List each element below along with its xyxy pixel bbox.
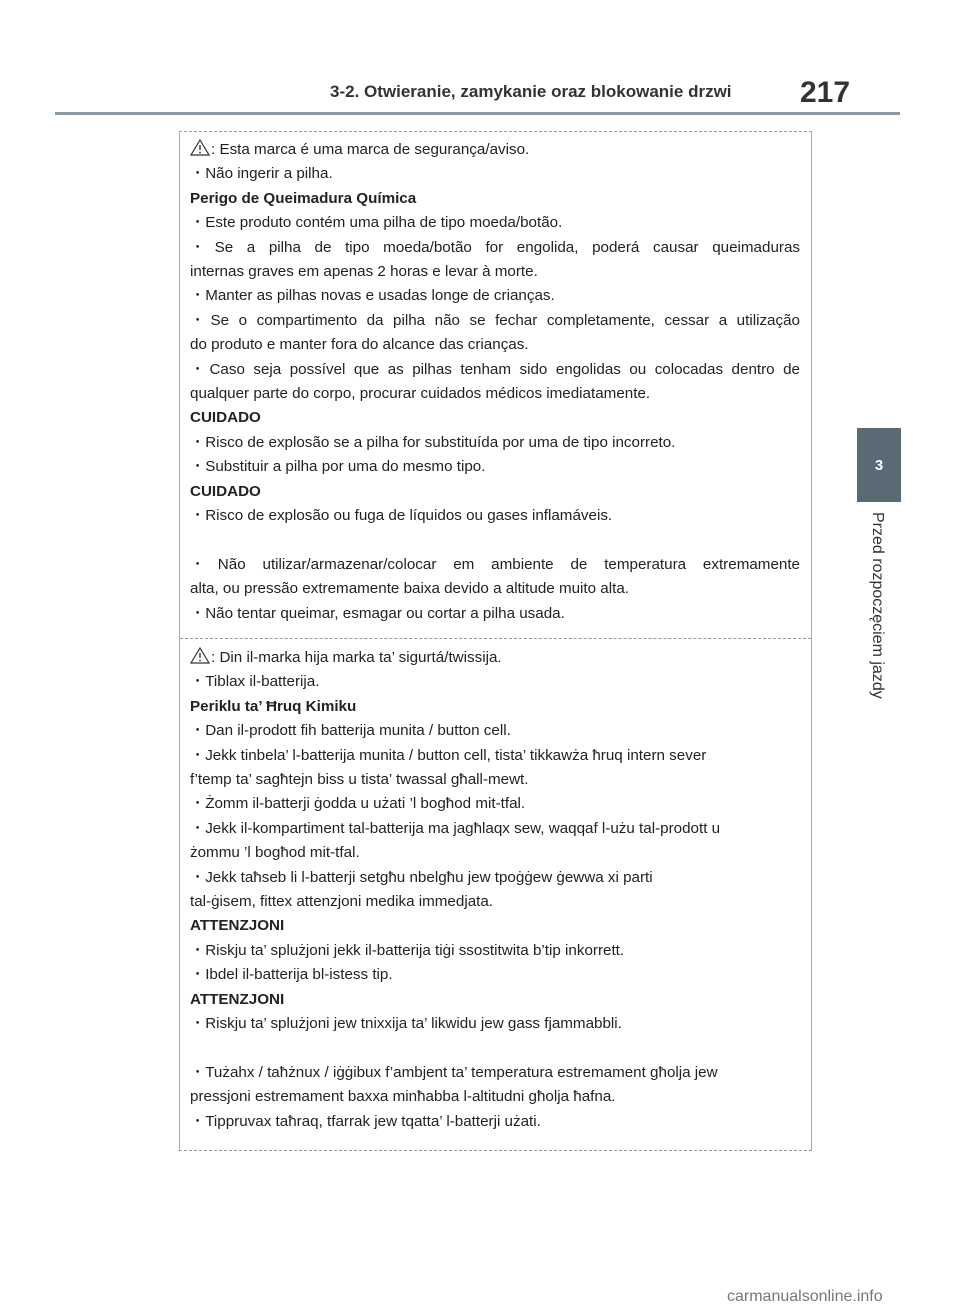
bullet: ・Se a pilha de tipo moeda/botão for engolida, poderá causar queimaduras [190,238,800,256]
footer-watermark: carmanualsonline.info [727,1288,883,1305]
warning-triangle-icon [190,647,210,664]
bullet: ・Jekk il-kompartiment tal-batterija ma jagħlaqx sew, waqqaf l-użu tal-prodott u [190,819,721,837]
subheading: CUIDADO [190,409,261,427]
bullet-continued: do produto e manter fora do alcance das crianças. [190,336,529,354]
bullet: ・Żomm il-batterji ġodda u użati ’l bogħod mit-tfal. [190,795,526,813]
bullet-continued: qualquer parte do corpo, procurar cuidados médicos imediatamente. [190,385,651,403]
bullet-continued: f’temp ta’ sagħtejn biss u tista’ twassal għall-mewt. [190,771,529,789]
subheading: ATTENZJONI [190,917,285,935]
bullet: ・Risco de explosão ou fuga de líquidos ou gases inflamáveis. [190,507,613,525]
bullet: ・Dan il-prodott fih batterija munita / button cell. [190,722,511,740]
spacer [190,1037,800,1061]
bullet: ・Substituir a pilha por uma do mesmo tipo. [190,458,486,476]
bullet: ・Risco de explosão se a pilha for substituída por uma de tipo incorreto. [190,433,676,451]
chapter-label: Przed rozpoczęciem jazdy [869,512,886,699]
language-divider [180,638,811,639]
subheading: ATTENZJONI [190,990,285,1008]
bullet: ・Ibdel il-batterija bl-istess tip. [190,966,393,984]
bullet: ・Não ingerir a pilha. [190,165,333,183]
bullet-continued: alta, ou pressão extremamente baixa devido a altitude muito alta. [190,580,630,598]
bullet: ・Jekk taħseb li l-batterji setgħu nbelgħu jew tpoġġew ġewwa xi parti [190,868,653,886]
warning-line [190,138,800,162]
bullet: ・Tiblax il-batterija. [190,673,320,691]
bullet: ・Não tentar queimar, esmagar ou cortar a pilha usada. [190,604,565,622]
bullet: ・Não utilizar/armazenar/colocar em ambiente de temperatura extremamente [190,555,800,573]
spacer [190,529,800,553]
warning-line [190,646,800,670]
notice-maltese [180,646,810,1134]
chapter-tab: 3 [857,428,901,502]
bullet: ・Este produto contém uma pilha de tipo moeda/botão. [190,214,563,232]
header-divider [55,112,900,115]
bullet-continued: internas graves em apenas 2 horas e levar à morte. [190,263,538,281]
bullet: ・Tużahx / taħżnux / iġġibux f’ambjent ta’ temperatura estremament għolja jew [190,1063,718,1081]
subheading: Perigo de Queimadura Química [190,189,417,207]
bullet-continued: żommu ’l bogħod mit-tfal. [190,844,360,862]
bullet: ・Se o compartimento da pilha não se fechar completamente, cessar a utilização [190,311,800,329]
bullet: ・Jekk tinbela’ l-batterija munita / button cell, tista’ tikkawża ħruq intern sever [190,746,707,764]
page-number: 217 [800,76,851,109]
bullet-continued: tal-ġisem, fittex attenzjoni medika immedjata. [190,893,494,911]
subheading: Periklu ta’ Ħruq Kimiku [190,697,357,715]
warning-triangle-icon [190,139,210,156]
bullet-continued: pressjoni estremament baxxa minħabba l-altitudni għolja ħafna. [190,1088,616,1106]
subheading: CUIDADO [190,482,261,500]
warning-text: : Din il-marka hija marka ta’ sigurtá/twissija. [211,649,502,666]
warning-text: : Esta marca é uma marca de segurança/aviso. [211,141,530,158]
bullet: ・Tippruvax taħraq, tfarrak jew tqatta’ l-batterji użati. [190,1112,541,1130]
bullet: ・Riskju ta’ splużjoni jew tnixxija ta’ likwidu jew gass fjammabbli. [190,1015,622,1033]
bullet: ・Manter as pilhas novas e usadas longe de crianças. [190,287,555,305]
bullet: ・Caso seja possível que as pilhas tenham sido engolidas ou colocadas dentro de [190,360,800,378]
notice-portuguese [180,138,810,626]
section-title: 3-2. Otwieranie, zamykanie oraz blokowanie drzwi [330,82,732,101]
bullet: ・Riskju ta’ splużjoni jekk il-batterija tiġi ssostitwita b’tip inkorrett. [190,941,625,959]
